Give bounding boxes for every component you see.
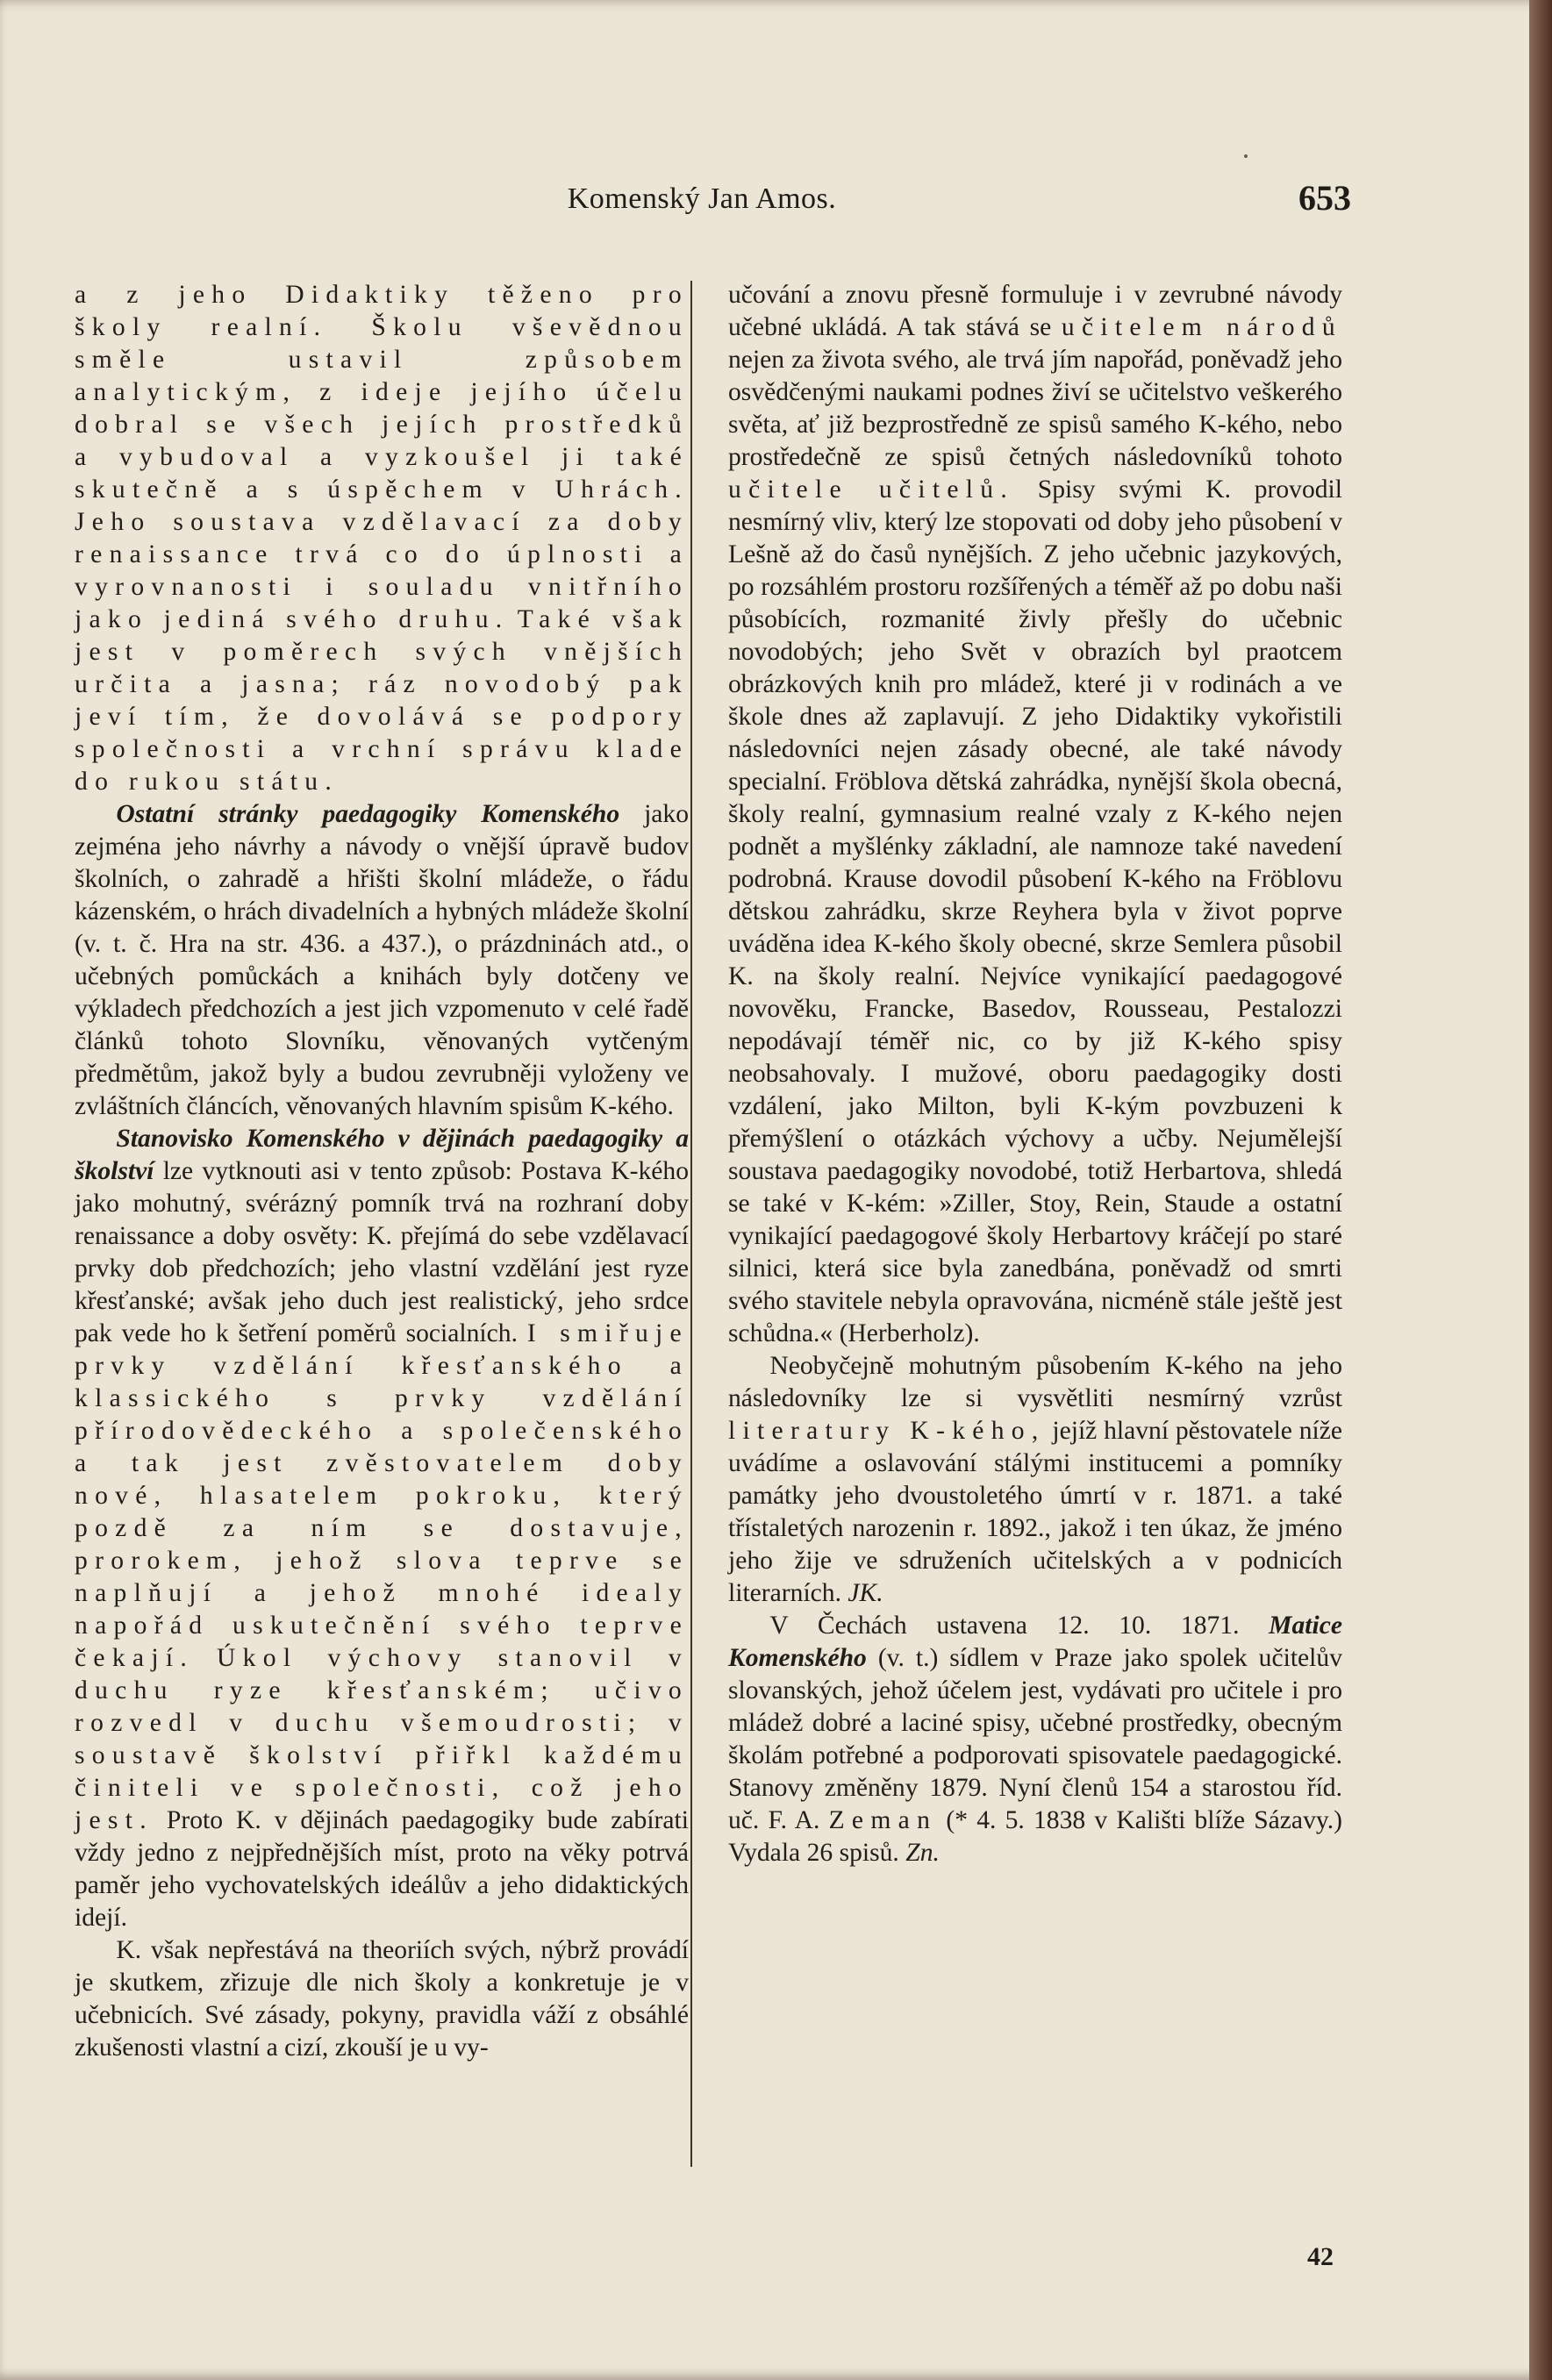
spaced-text: Zeman [828,1806,938,1834]
paragraph [75,1934,689,2064]
spaced-text: a z jeho Didaktiky těženo pro školy realní. Školu vševědnou směle ustavil způsobem analytickým, z ideje jejího účelu dobral se všech jejích prostředků a vybudoval a vyzkoušel ji také skutečně a s úspěchem v Uhrách. [75,281,689,504]
spaced-text: učitele učitelů. [728,475,1015,504]
column-divider [690,281,692,2167]
body-text: učování a znovu přesně formuluje i v zevrubné návody učebné ukládá. A tak stává se [728,281,1342,341]
spaced-text: Také však jest v poměrech svých vnějších určita a jasna; ráz novodobý pak jeví tím, že dovolává se podpory společnosti a vrchní správu klade do rukou státu. [75,605,689,796]
section-heading: Stanovisko Komenského v dějinách paedagogiky a školství [75,1125,689,1185]
running-title: Komenský Jan Amos. [567,182,837,215]
spaced-text: literatury K-kého, [728,1417,1046,1445]
body-text: (v. t.) sídlem v Praze jako spolek učitelův slovanských, jehož účelem jest, vydávati pro učitele i pro mládež dobré a laciné spisy, učebné prostředky, obecným školám potřebné a podporovati spisovatele paedagogické. Stanovy změněny 1879. Nyní členů 154 a starostou říd. uč. F. A. [728,1644,1342,1834]
body-text: K. však nepřestává na theoriích svých, nýbrž provádí je skutkem, zřizuje dle nich školy a konkretuje je v učebnicích. Své zásady, pokyny, pravidla váží z obsáhlé zkušenosti vlastní a cizí, zkouší je u vy- [75,1936,689,2062]
paragraph [75,1123,689,1934]
body-text: V Čechách ustavena 12. 10. 1871. [769,1612,1240,1640]
body-text: (* 4. 5. 1838 v Kališti blíže Sázavy.) Vydala 26 spisů. [728,1806,1342,1867]
left-column [75,279,689,2064]
paragraph [75,279,689,798]
author-signature: JK. [848,1579,883,1607]
ink-speck [1244,154,1248,158]
section-heading: Ostatní stránky paedagogiky Komenského [116,800,620,828]
spaced-text: Jeho soustava vzdělavací za doby renaissance trvá co do úplnosti a vyrovnanosti i souladu vnitřního jako jediná svého druhu. [75,508,689,633]
body-text: jejíž hlavní pěstovatele níže uvádíme a oslavování stálými institucemi a pomníky památky jeho dvoustoletého úmrtí v r. 1871. a také třístaletých narozenin r. 1892., jakož i ten úkaz, že jméno jeho žije ve sdruženích učitelských a v podnicích literarních. [728,1417,1342,1607]
body-text: lze vytknouti asi v tento způsob: Postava K-kého jako mohutný, svérázný pomník trvá na rozhraní doby renaissance a doby osvěty: K. přejímá do sebe vzdělavací prvky dob předchozích; jeho vlastní vzdělání jest ryze křesťanské; avšak jeho duch jest realistický, jeho srdce pak vede ho k šetření poměrů socialních. [75,1157,690,1347]
body-text: nejen za života svého, ale trvá jím napořád, poněvadž jeho osvědčenými naukami podnes živí se učitelstvo veškerého světa, ať již bezprostředně ze spisů samého K-kého, nebo prostředečně ze spisů četných následovníků tohoto [728,346,1342,471]
spaced-text: Úkol výchovy stanovil v duchu ryze křesťanském; učivo rozvedl v duchu všemoudrosti; v soustavě školství přiřkl každému činiteli ve společnosti, což jeho jest. [75,1644,689,1834]
spaced-text: I smiřuje prvky vzdělání křesťanského a klassického s prvky vzdělání přírodovědeckého a společenského a tak jest zvěstovatelem doby nové, hlasatelem pokroku, který pozdě za ním se dostavuje, prorokem, jehož slova teprve se naplňují a jehož mnohé idealy napořád uskutečnění svého teprve čekají. [75,1319,689,1672]
author-signature: Zn. [905,1839,940,1867]
page-header [0,177,1552,230]
paragraph [728,1350,1342,1610]
book-spine-shadow [1529,0,1552,2380]
paragraph [728,1610,1342,1869]
body-text: Proto K. v dějinách paedagogiky bude zabírati vždy jedno z nejpřednějších míst, proto na věky potrvá paměr jeho vychovatelských ideálův a jeho didaktických idejí. [75,1806,689,1932]
body-text: Spisy svými K. provodil nesmírný vliv, který lze stopovati od doby jeho působení v Lešně až do časů nynějších. Z jeho učebnic jazykových, po rozsáhlém prostoru rozšířených a téměř až po dobu naši působících, rozmanité živly přešly do učebnic novodobých; jeho Svět v obrazích byl praotcem obrázkových knih pro mládež, které ji v rodinách a ve škole dnes až zaplavují. Z jeho Didaktiky vykořistili následovníci nejen zásady obecné, ale také návody specialní. Fröblova dětská zahrádka, nynější škola obecná, školy realní, gymnasium realné vzaly z K-kého nejen podnět a myšlénky základní, ale namnoze také navedení podrobná. Krause dovodil působení K-kého na Fröblovu dětskou zahrádku, skrze Reyhera byla v život poprve uváděna idea K-kého školy obecné, skrze Semlera působil K. na školy realní. Nejvíce vynikající paedagogové novověku, Francke, Basedov, Rousseau, Pestalozzi nepodávají téměř nic, co by již K-kého spisy neobsahovaly. I mužové, oboru paedagogiky dosti vzdálení, jako Milton, byli K-kým povzbuzeni k přemýšlení o otázkách výchovy a učby. Nejumělejší soustava paedagogiky novodobé, totiž Herbartova, shledá se také v K-kém: »Ziller, Stoy, Rein, Staude a ostatní vynikající paedagogové školy Herbartovy kráčejí po staré silnici, která sice byla zanedbána, poněvadž od smrti svého stavitele nebyla opravována, nicméně stále ještě jest schůdna.« (Herberholz). [728,475,1342,1347]
body-text: Neobyčejně mohutným působením K-kého na jeho následovníky lze si vysvětliti nesmírný vzrůst [728,1352,1342,1412]
right-column [728,279,1342,1869]
paragraph [75,798,689,1123]
paragraph [728,279,1342,1350]
section-heading: Matice Komenského [728,1612,1342,1672]
page-number: 653 [1298,178,1351,218]
spaced-text: učitelem národů [1061,313,1342,341]
signature-mark: 42 [1307,2242,1334,2271]
body-text: jako zejména jeho návrhy a návody o vnější úpravě budov školních, o zahradě a hřišti školní mládeže, o řádu kázenském, o hrách divadelních a hybných mládeže školní (v. t. č. Hra na str. 436. a 437.), o prázdninách atd., o učebných pomůckách a knihách byly dotčeny ve výkladech předchozích a jest jich vzpomenuto v celé řadě článků tohoto Slovníku, věnovaných vytčeným předmětům, jakož byly a budou zevrubněji vyloženy ve zvláštních článcích, věnovaných hlavním spisům K-kého. [75,800,690,1120]
